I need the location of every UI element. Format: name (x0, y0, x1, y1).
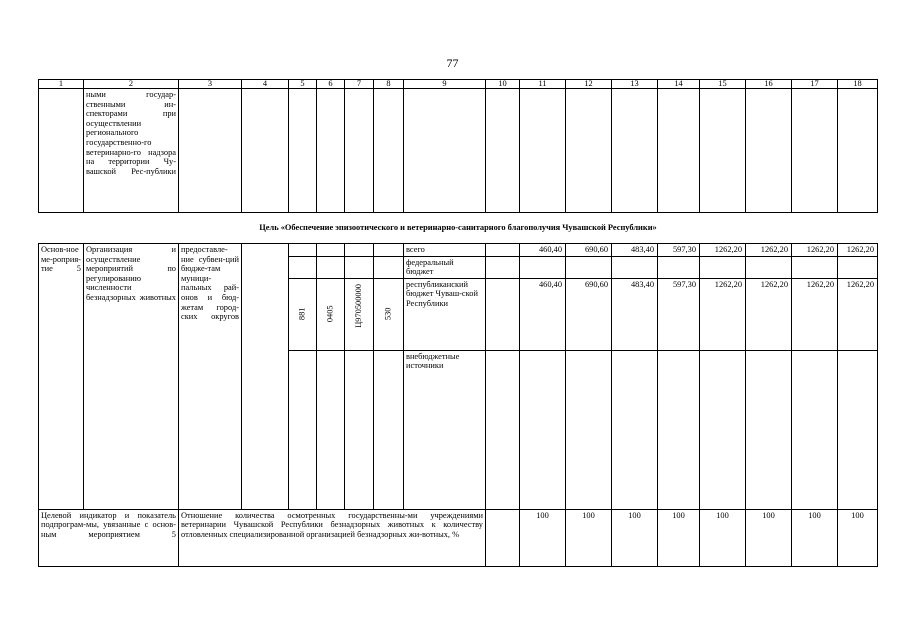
header-cell: 16 (746, 80, 792, 89)
value-cell: 597,30 (658, 244, 700, 257)
header-cell: 17 (792, 80, 838, 89)
header-cell: 15 (700, 80, 746, 89)
cont-text: ными государ-ственными ин-спекторами при осуществлении регионального государственно-го ветеринарно-го надзора на территории Чу-вашской Рес-публики (84, 89, 179, 213)
header-cell: 4 (242, 80, 289, 89)
header-cell: 12 (566, 80, 612, 89)
header-cell: 14 (658, 80, 700, 89)
value-cell (658, 350, 700, 509)
header-cell: 18 (838, 80, 878, 89)
value-cell (658, 256, 700, 278)
value-cell: 1262,20 (746, 244, 792, 257)
value-cell: 1262,20 (746, 278, 792, 350)
indicator-value: 100 (566, 509, 612, 566)
indicator-value: 100 (746, 509, 792, 566)
header-cell: 5 (289, 80, 317, 89)
event-action: предоставле-ние субвен-ций бюдже-там муници-пальных рай-онов и бюд-жетам город-ских округов (179, 244, 242, 510)
value-cell (612, 256, 658, 278)
header-cell: 11 (520, 80, 566, 89)
value-cell: 1262,20 (838, 278, 878, 350)
header-cell: 8 (374, 80, 404, 89)
code-grbs: 881 (289, 278, 317, 350)
value-cell: 1262,20 (838, 244, 878, 257)
value-cell (700, 256, 746, 278)
header-row (39, 80, 878, 89)
indicator-value: 100 (520, 509, 566, 566)
program-table (38, 79, 878, 567)
code-expense-type: 530 (374, 278, 404, 350)
value-cell (838, 256, 878, 278)
indicator-value: 100 (612, 509, 658, 566)
value-cell (520, 350, 566, 509)
header-cell: 9 (404, 80, 486, 89)
value-cell (700, 350, 746, 509)
indicator-value: 100 (838, 509, 878, 566)
value-cell: 483,40 (612, 244, 658, 257)
event-title: Организация и осуществление мероприятий по регулированию численности безнадзорных животных (84, 244, 179, 510)
header-cell: 13 (612, 80, 658, 89)
value-cell: 460,40 (520, 278, 566, 350)
header-cell: 1 (39, 80, 84, 89)
header-cell: 3 (179, 80, 242, 89)
value-cell (792, 256, 838, 278)
source-name: федеральный бюджет (404, 256, 486, 278)
code-section: 0405 (317, 278, 345, 350)
value-cell (746, 256, 792, 278)
value-cell (566, 350, 612, 509)
value-cell: 483,40 (612, 278, 658, 350)
value-cell (566, 256, 612, 278)
page-number: 77 (446, 56, 459, 70)
event-number: Основ-ное ме-роприя-тие 5 (39, 244, 84, 510)
source-row-total (39, 244, 878, 257)
indicator-row (39, 509, 878, 566)
header-cell: 2 (84, 80, 179, 89)
value-cell: 1262,20 (792, 244, 838, 257)
code-target-article: Ц970500000 (345, 278, 374, 350)
indicator-value: 100 (658, 509, 700, 566)
source-name: внебюджетные источники (404, 350, 486, 509)
indicator-text: Отношение количества осмотренных государственны-ми учреждениями ветеринарии Чувашской Республики безнадзорных животных к количеству отловленных специализированной организацией безнадзорных жи-вотных, % (179, 509, 486, 566)
value-cell: 1262,20 (792, 278, 838, 350)
value-cell (792, 350, 838, 509)
source-name: всего (404, 244, 486, 257)
indicator-label: Целевой индикатор и показатель подпрограм-мы, увязанные с основ-ным мероприятием 5 (39, 509, 179, 566)
header-cell: 7 (345, 80, 374, 89)
header-cell: 6 (317, 80, 345, 89)
goal-text: Цель «Обеспечение эпизоотического и ветеринарно-санитарного благополучия Чувашской Республики» (39, 213, 878, 244)
value-cell (612, 350, 658, 509)
continuation-row (39, 89, 878, 213)
source-name: республиканский бюджет Чуваш-ской Республики (404, 278, 486, 350)
value-cell: 690,60 (566, 278, 612, 350)
indicator-value: 100 (792, 509, 838, 566)
header-cell: 10 (486, 80, 520, 89)
value-cell: 690,60 (566, 244, 612, 257)
indicator-value: 100 (700, 509, 746, 566)
value-cell: 597,30 (658, 278, 700, 350)
value-cell: 460,40 (520, 244, 566, 257)
value-cell (520, 256, 566, 278)
goal-row (39, 213, 878, 244)
value-cell: 1262,20 (700, 244, 746, 257)
value-cell: 1262,20 (700, 278, 746, 350)
value-cell (746, 350, 792, 509)
value-cell (838, 350, 878, 509)
